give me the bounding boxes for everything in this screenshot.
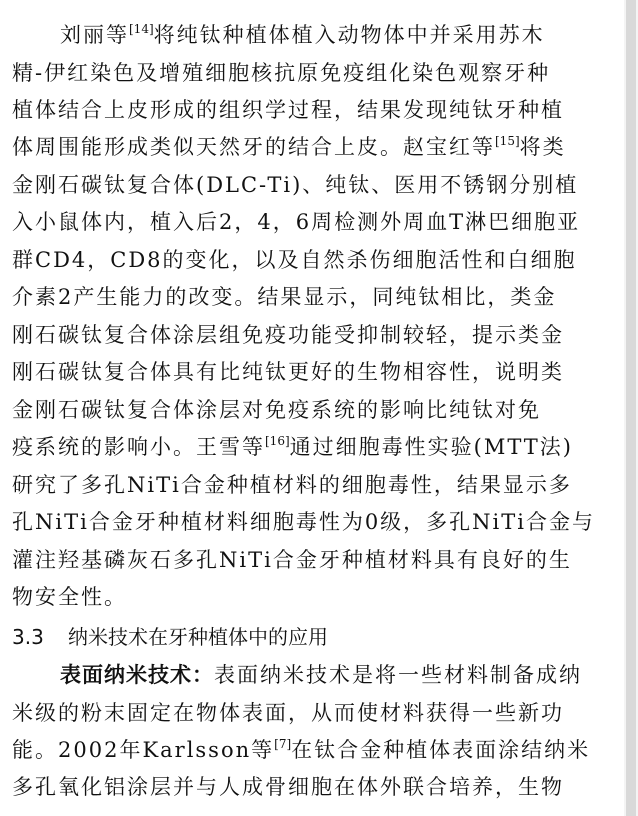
section-heading (12, 622, 622, 652)
text-line: 物安全性。 (12, 585, 127, 609)
text-line (12, 132, 622, 162)
citation-ref: [7] (274, 737, 292, 751)
text-line: 植体结合上皮形成的组织学过程，结果发现纯钛牙种植 (12, 98, 564, 122)
section-number: 3.3 (12, 625, 44, 649)
text-line: 介素2产生能力的改变。结果显示，同纯钛相比，类金 (12, 285, 557, 309)
text-line (12, 432, 622, 462)
text-span: 在钛合金种植体表面涂结纳米 (291, 738, 591, 762)
text-line: 金刚石碳钛复合体涂层对免疫系统的影响比纯钛对免 (12, 398, 541, 422)
text-line: 研究了多孔NiTi合金种植材料的细胞毒性，结果显示多 (12, 473, 572, 497)
citation-ref: [15] (495, 134, 520, 148)
text-line: 孔NiTi合金牙种植材料细胞毒性为0级，多孔NiTi合金与 (12, 510, 595, 534)
text-span: 将纯钛种植体植入动物体中并采用苏木 (153, 23, 545, 47)
text-span: 能。2002年Karlsson等 (12, 738, 275, 762)
text-line: 米级的粉末固定在物体表面，从而使材料获得一些新功 (12, 701, 564, 725)
text-span: 通过细胞毒性实验(MTT法) (289, 435, 573, 459)
vertical-scrollbar[interactable] (624, 0, 638, 816)
text-line: 金刚石碳钛复合体(DLC-Ti)、纯钛、医用不锈钢分别植 (12, 173, 579, 197)
text-span: 疫系统的影响小。王雪等 (12, 435, 265, 459)
text-line: 刚石碳钛复合体具有比纯钛更好的生物相容性，说明类 (12, 360, 564, 384)
citation-ref: [14] (129, 22, 154, 36)
text-line: 灌注羟基磷灰石多孔NiTi合金牙种植材料具有良好的生 (12, 548, 572, 572)
text-span: 刘丽等 (60, 23, 129, 47)
text-span: 表面纳米技术是将一些材料制备成纳 (214, 663, 582, 687)
text-line (12, 735, 622, 765)
text-span: 将类 (519, 135, 566, 159)
text-span: 体周围能形成类似天然牙的结合上皮。赵宝红等 (12, 135, 495, 159)
text-line (60, 660, 622, 690)
scrollbar-thumb[interactable] (626, 0, 636, 816)
bold-term: 表面纳米技术： (60, 663, 214, 687)
section-title: 纳米技术在牙种植体中的应用 (68, 625, 328, 649)
text-line: 群CD4，CD8的变化，以及自然杀伤细胞活性和白细胞 (12, 248, 577, 272)
text-line (60, 20, 622, 50)
citation-ref: [16] (265, 434, 290, 448)
text-line: 刚石碳钛复合体涂层组免疫功能受抑制较轻，提示类金 (12, 323, 564, 347)
text-line: 多孔氧化铝涂层并与人成骨细胞在体外联合培养，生物 (12, 775, 564, 799)
text-line: 入小鼠体内，植入后2，4，6周检测外周血T淋巴细胞亚 (12, 210, 581, 234)
text-line: 精-伊红染色及增殖细胞核抗原免疫组化染色观察牙种 (12, 61, 551, 85)
